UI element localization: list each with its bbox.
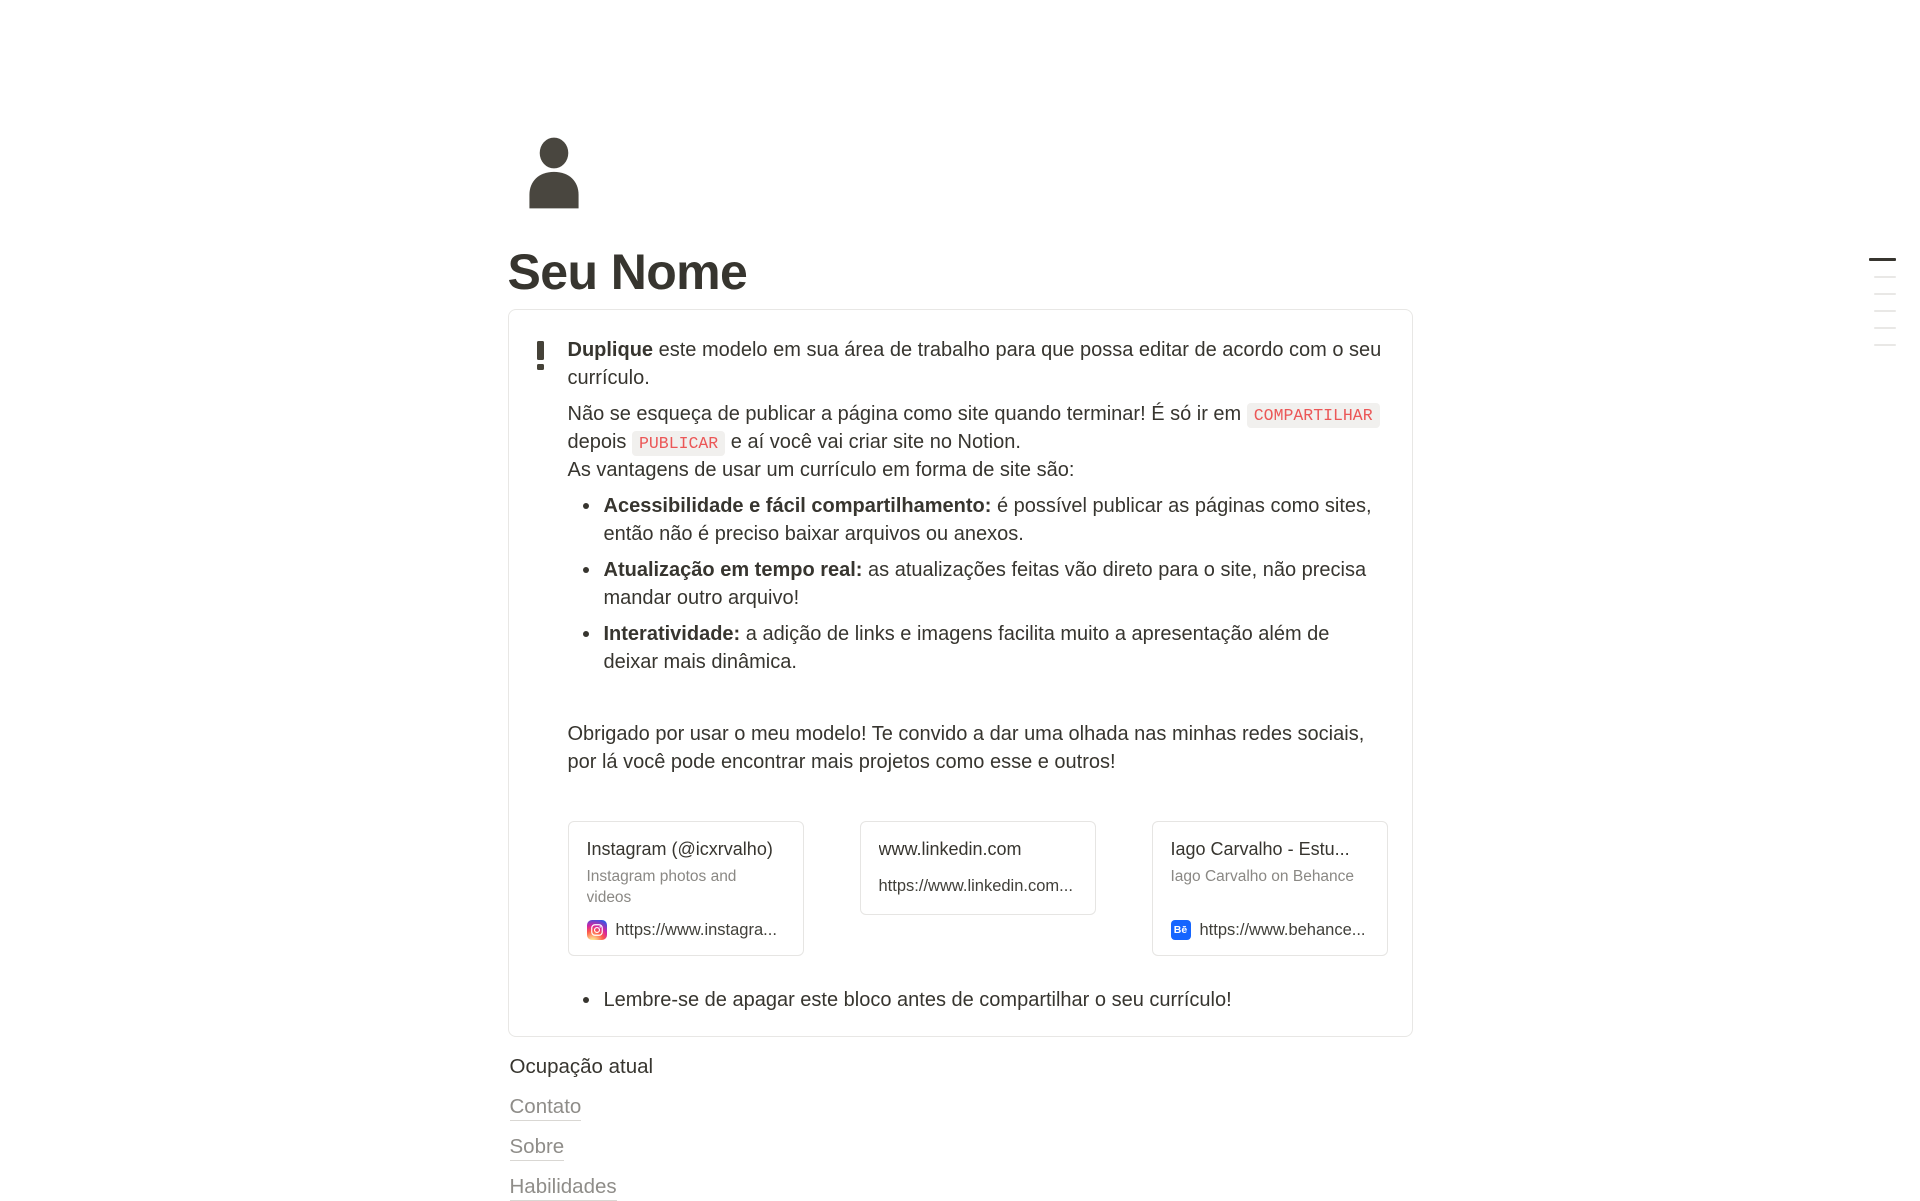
- page-title[interactable]: Seu Nome: [507, 244, 748, 300]
- text-advantages-intro: As vantagens de usar um currículo em forma de site são:: [567, 459, 1075, 481]
- bookmark-instagram[interactable]: [568, 821, 804, 956]
- list-item: [568, 986, 1388, 1014]
- reminder-list: [568, 986, 1388, 1014]
- link-habilidades[interactable]: Habilidades: [510, 1173, 617, 1201]
- toc-line[interactable]: [1874, 293, 1896, 295]
- page-avatar[interactable]: [522, 137, 586, 209]
- text: Não se esqueça de publicar a página como site quando terminar! É só ir em: [567, 403, 1247, 425]
- text: é possível publicar as páginas como sites, então não é preciso baixar arquivos ou anexos.: [603, 495, 1372, 545]
- bold-text: Duplique: [567, 339, 654, 361]
- paragraph-publish: [568, 400, 1388, 484]
- bold-text: Interatividade:: [603, 623, 741, 645]
- person-icon: [522, 137, 586, 209]
- link-sobre[interactable]: Sobre: [510, 1133, 565, 1161]
- bold-text: Atualização em tempo real:: [603, 559, 863, 581]
- bookmark-title: Iago Carvalho - Estu...: [1170, 839, 1350, 859]
- toc-line-active[interactable]: [1869, 258, 1896, 261]
- compartilhar-code-tag: COMPARTILHAR: [1247, 403, 1380, 428]
- page-content: [508, 0, 1413, 1201]
- instagram-icon: [587, 920, 607, 940]
- link-contato[interactable]: Contato: [510, 1093, 582, 1121]
- bookmark-url: https://www.instagra...: [615, 921, 777, 939]
- bookmark-description: Iago Carvalho on Behance: [1170, 868, 1355, 885]
- text: e aí você vai criar site no Notion.: [725, 431, 1021, 453]
- bookmark-behance[interactable]: [1152, 821, 1388, 956]
- empty-line: [568, 684, 1388, 720]
- bookmark-cards-row: [568, 821, 1388, 956]
- advantages-list: [568, 492, 1388, 676]
- toc-line[interactable]: [1874, 310, 1896, 312]
- text: Lembre-se de apagar este bloco antes de compartilhar o seu currículo!: [603, 989, 1232, 1011]
- section-heading-ocupacao-atual[interactable]: Ocupação atual: [509, 1055, 654, 1078]
- text: as atualizações feitas vão direto para o site, não precisa mandar outro arquivo!: [603, 559, 1367, 609]
- behance-icon: Bē: [1171, 920, 1191, 940]
- text: este modelo em sua área de trabalho para que possa editar de acordo com o seu currículo.: [567, 339, 1382, 389]
- toc-line[interactable]: [1874, 327, 1896, 329]
- callout-body: [568, 336, 1388, 1022]
- text: a adição de links e imagens facilita muito a apresentação além de deixar mais dinâmica.: [603, 623, 1330, 673]
- table-of-contents-indicator[interactable]: [1869, 258, 1896, 346]
- exclamation-icon: [532, 336, 549, 1022]
- list-item: [568, 556, 1388, 612]
- bookmark-url: https://www.linkedin.com...: [878, 877, 1073, 895]
- section-row: [510, 1093, 1413, 1121]
- paragraph-thanks: Obrigado por usar o meu modelo! Te convido a dar uma olhada nas minhas redes sociais, por lá você pode encontrar mais projetos como esse e outros!: [567, 723, 1365, 773]
- text: depois: [567, 431, 632, 453]
- bold-text: Acessibilidade e fácil compartilhamento:: [603, 495, 992, 517]
- bookmark-url: https://www.behance...: [1199, 921, 1366, 939]
- bookmark-linkedin[interactable]: [860, 821, 1096, 915]
- paragraph-duplicate: [568, 336, 1388, 392]
- list-item: [568, 492, 1388, 548]
- list-item: [568, 620, 1388, 676]
- instructions-callout: [508, 309, 1413, 1037]
- section-row: [510, 1173, 1413, 1201]
- publicar-code-tag: PUBLICAR: [632, 431, 725, 456]
- section-row: [510, 1133, 1413, 1161]
- bookmark-title: www.linkedin.com: [878, 839, 1022, 859]
- bookmark-title: Instagram (@icxrvalho): [586, 839, 773, 859]
- bookmark-description: Instagram photos and videos: [586, 868, 737, 906]
- toc-line[interactable]: [1874, 276, 1896, 278]
- toc-line[interactable]: [1874, 344, 1896, 346]
